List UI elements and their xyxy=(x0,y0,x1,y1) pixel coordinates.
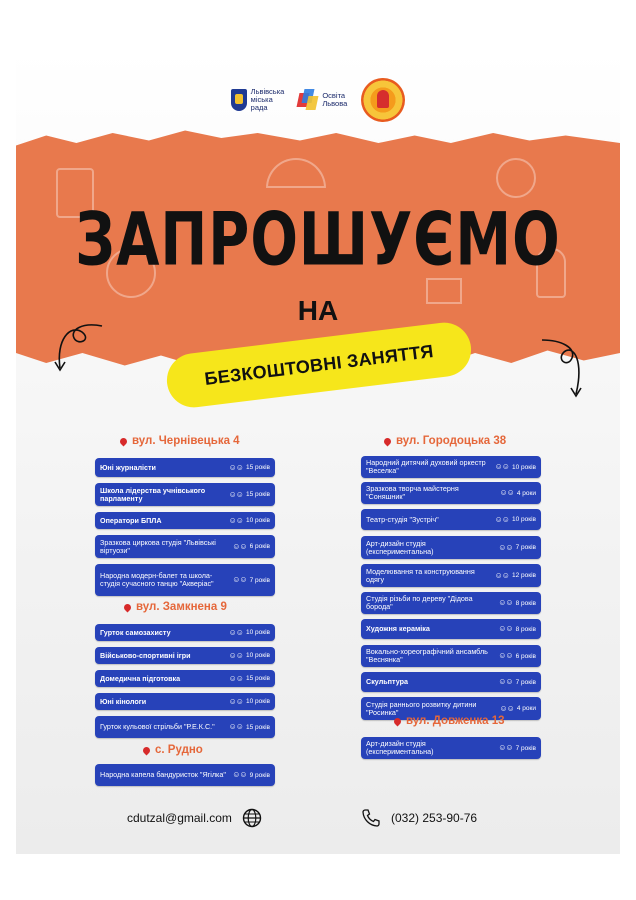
kids-icon: ☺☺ xyxy=(228,650,243,660)
activity-age xyxy=(495,572,536,580)
age-text: 6 років xyxy=(249,543,270,550)
activity-name: Вокально-хореографічний ансамбль "Веснянка" xyxy=(366,647,488,664)
pin-icon xyxy=(383,436,393,446)
activity-name: Народна модерн-балет та школа-студія сучасного танцю "Акверіас" xyxy=(100,571,214,588)
kids-icon: ☺☺ xyxy=(232,541,247,551)
age-text: 10 років xyxy=(245,652,270,659)
age-text: 10 років xyxy=(245,517,270,524)
activity-name: Юні журналісти xyxy=(100,462,156,472)
activity-name: Гурток самозахисту xyxy=(100,627,171,637)
activity-name: Домедична підготовка xyxy=(100,673,181,683)
arrow-right-icon xyxy=(532,336,592,406)
email-text[interactable]: cdutzal@gmail.com xyxy=(127,811,232,825)
list-item xyxy=(95,647,275,664)
activity-name: Арт-дизайн студія (експериментальна) xyxy=(366,739,434,756)
pin-icon xyxy=(393,716,403,726)
activity-name: Народна капела бандуристок "Ягілка" xyxy=(100,770,226,779)
poster xyxy=(16,48,620,854)
kids-icon: ☺☺ xyxy=(498,651,513,660)
age-text: 8 років xyxy=(515,625,536,633)
list-item xyxy=(361,564,541,587)
list-item xyxy=(95,564,275,596)
age-text: 10 років xyxy=(511,463,536,471)
activity-name: Народний дитячий духовий оркестр "Веселка" xyxy=(366,458,486,475)
activity-age xyxy=(229,517,270,525)
activity-age xyxy=(500,705,536,713)
age-text: 7 років xyxy=(515,544,536,551)
kids-icon: ☺☺ xyxy=(228,462,243,472)
list-item xyxy=(361,592,541,614)
activity-name: Зразкова циркова студія "Львівські віртуози" xyxy=(100,537,216,555)
activity-age xyxy=(229,675,270,683)
age-text: 6 років xyxy=(515,652,536,660)
lviv-city-council-text xyxy=(251,88,285,112)
age-text: 7 років xyxy=(515,744,536,752)
age-text: 15 років xyxy=(245,723,270,731)
pin-icon xyxy=(142,745,152,755)
location-heading-chernivetska xyxy=(120,435,240,447)
location-label: вул. Замкнена 9 xyxy=(136,601,227,613)
activity-age xyxy=(498,625,536,633)
activity-name: Студія раннього розвитку дитини "Росинка" xyxy=(366,699,477,717)
age-text: 7 років xyxy=(249,576,270,584)
location-label: вул. Чернівецька 4 xyxy=(132,435,240,447)
list-item xyxy=(95,624,275,641)
activity-age xyxy=(232,543,270,551)
list-item xyxy=(361,536,541,559)
activity-name: Військово-спортивні ігри xyxy=(100,650,191,660)
kids-icon: ☺☺ xyxy=(494,570,509,580)
lviv-city-council-logo xyxy=(231,88,285,112)
age-text: 10 років xyxy=(511,516,536,523)
doodle-clock-icon xyxy=(496,158,536,198)
kids-icon: ☺☺ xyxy=(228,515,243,525)
activity-age xyxy=(498,599,536,607)
activity-name: Студія різьби по дереву "Дідова борода" xyxy=(366,594,473,611)
list-item xyxy=(95,716,275,738)
logo-line: рада xyxy=(250,103,268,112)
globe-icon xyxy=(242,808,262,828)
free-classes-banner: БЕЗКОШТОВНІ ЗАНЯТТЯ xyxy=(164,320,474,411)
list-item xyxy=(95,764,275,786)
logo-line: міська xyxy=(250,95,273,104)
activity-name: Зразкова творча майстерня "Соняшник" xyxy=(366,484,459,501)
kids-icon: ☺☺ xyxy=(228,489,243,499)
location-heading-dovzhenka xyxy=(394,715,504,727)
kids-icon: ☺☺ xyxy=(228,673,243,683)
activity-age xyxy=(229,723,270,731)
activity-age xyxy=(229,464,270,472)
list-item xyxy=(95,693,275,710)
age-text: 10 років xyxy=(245,698,270,705)
age-text: 15 років xyxy=(245,675,270,682)
activity-name: Скульптура xyxy=(366,677,409,686)
activity-name: Моделювання та конструювання одягу xyxy=(366,566,475,584)
kids-icon: ☺☺ xyxy=(228,696,243,706)
kids-icon: ☺☺ xyxy=(228,627,243,637)
kids-icon: ☺☺ xyxy=(499,488,514,497)
list-item xyxy=(95,670,275,687)
activity-age xyxy=(498,652,536,660)
page-title: ЗАПРОШУЄМО xyxy=(75,198,561,283)
location-heading-horodotska xyxy=(384,435,506,447)
list-item xyxy=(95,512,275,529)
age-text: 12 років xyxy=(511,572,536,579)
location-label: с. Рудно xyxy=(155,744,203,756)
activity-age xyxy=(495,516,536,524)
list-item xyxy=(361,645,541,667)
activity-age xyxy=(495,463,536,471)
activity-age xyxy=(498,678,536,686)
phone-text[interactable]: (032) 253-90-76 xyxy=(391,811,478,825)
age-text: 4 роки xyxy=(516,705,536,712)
phone-contact xyxy=(361,808,477,828)
kids-icon: ☺☺ xyxy=(498,743,513,752)
kids-icon: ☺☺ xyxy=(498,624,513,633)
centre-logo-icon xyxy=(361,78,405,122)
lviv-education-logo xyxy=(298,89,347,111)
list-item xyxy=(361,619,541,639)
activity-age xyxy=(232,576,270,584)
education-logo-icon xyxy=(298,89,318,111)
location-heading-zamknena xyxy=(124,601,227,613)
lviv-education-text xyxy=(322,92,347,108)
age-text: 4 роки xyxy=(516,489,536,497)
list-item xyxy=(361,456,541,478)
kids-icon: ☺☺ xyxy=(494,514,509,524)
list-item xyxy=(95,535,275,558)
activity-name: Гурток кульової стрільби "Р.Е.К.С." xyxy=(100,722,215,731)
doodle-cap-icon xyxy=(266,158,326,188)
list-item xyxy=(361,509,541,530)
activity-age xyxy=(229,652,270,660)
kids-icon: ☺☺ xyxy=(498,598,513,607)
kids-icon: ☺☺ xyxy=(494,462,509,471)
activity-age xyxy=(498,744,536,752)
activity-name: Художня кераміка xyxy=(366,624,430,633)
kids-icon: ☺☺ xyxy=(232,575,247,584)
age-text: 8 років xyxy=(515,599,536,607)
activity-age xyxy=(229,491,270,499)
age-text: 10 років xyxy=(245,629,270,636)
location-label: вул. Городоцька 38 xyxy=(396,435,507,447)
location-label: вул. Довженка 13 xyxy=(406,715,505,727)
list-item xyxy=(361,482,541,504)
kids-icon: ☺☺ xyxy=(228,722,243,731)
list-item xyxy=(95,483,275,506)
age-text: 9 років xyxy=(249,771,270,779)
activity-age xyxy=(500,489,536,497)
activity-name: Оператори БПЛА xyxy=(100,515,162,525)
list-item xyxy=(95,458,275,477)
activity-age xyxy=(229,629,270,637)
kids-icon: ☺☺ xyxy=(498,677,513,686)
list-item xyxy=(361,672,541,692)
activity-name: Театр-студія "Зустріч" xyxy=(366,514,439,524)
pin-icon xyxy=(123,602,133,612)
logo-line: Львова xyxy=(322,99,348,108)
list-item xyxy=(361,737,541,759)
age-text: 15 років xyxy=(245,464,270,471)
activity-name: Арт-дизайн студія (експериментальна) xyxy=(366,538,434,556)
age-text: 15 років xyxy=(245,491,270,498)
activity-name: Школа лідерства учнівського парламенту xyxy=(100,485,206,503)
email-contact xyxy=(127,808,262,828)
activity-age xyxy=(229,698,270,706)
age-text: 7 років xyxy=(515,678,536,686)
location-heading-rudno xyxy=(143,744,203,756)
logo-row xyxy=(16,78,620,122)
page-subtitle: НА xyxy=(297,295,339,326)
logo-line: Львівська xyxy=(250,87,285,96)
activity-age xyxy=(498,544,536,552)
activity-name: Юні кінологи xyxy=(100,696,147,706)
kids-icon: ☺☺ xyxy=(498,542,513,552)
phone-icon xyxy=(361,808,381,828)
activity-age xyxy=(232,771,270,779)
kids-icon: ☺☺ xyxy=(232,770,247,779)
kids-icon: ☺☺ xyxy=(499,703,514,713)
pin-icon xyxy=(119,436,129,446)
logo-line: Освіта xyxy=(322,91,346,100)
lviv-crest-icon xyxy=(231,89,247,111)
arrow-left-icon xyxy=(52,320,112,390)
